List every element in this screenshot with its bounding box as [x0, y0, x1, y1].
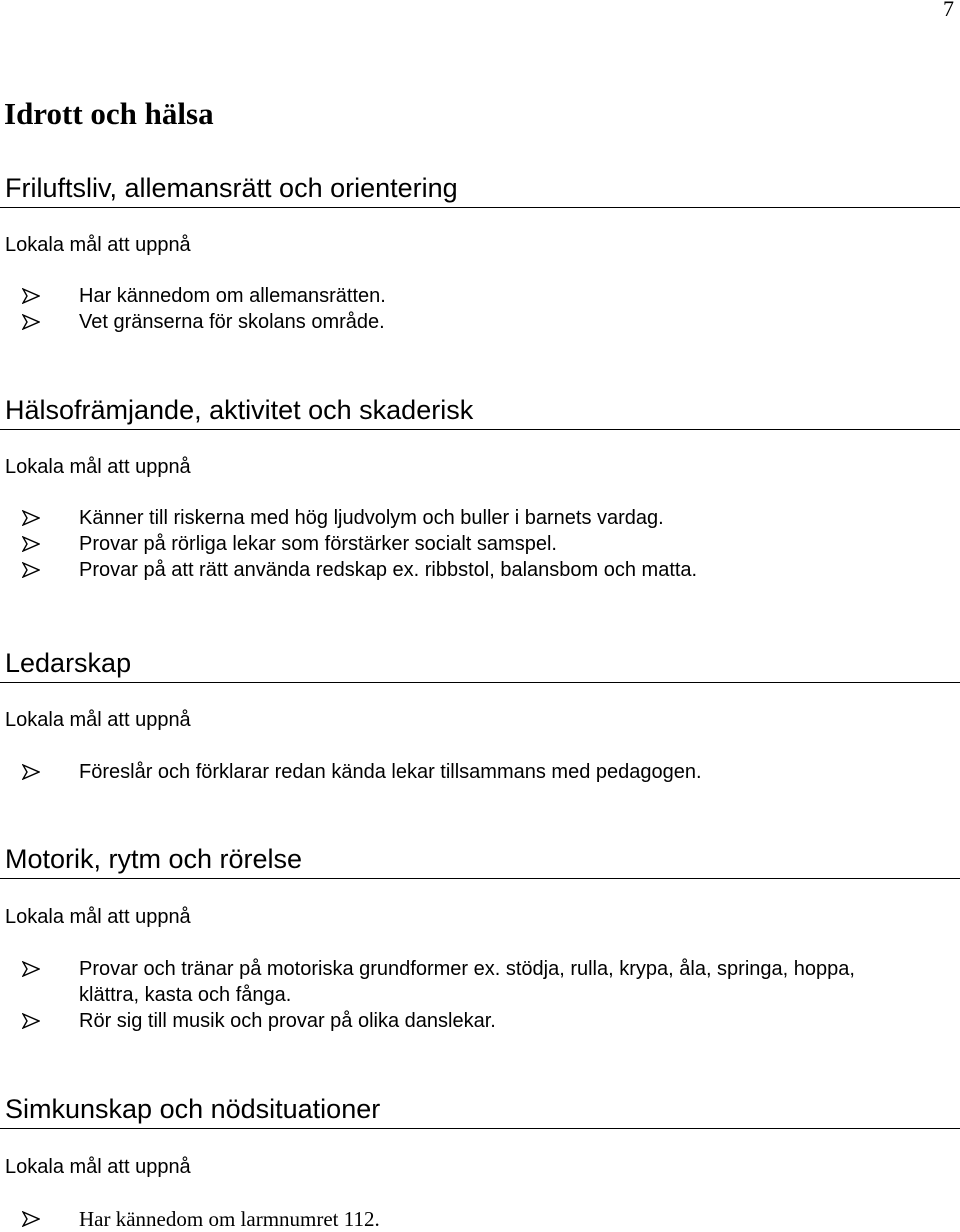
arrowhead-bullet-icon	[22, 288, 40, 304]
section-heading: Friluftsliv, allemansrätt och orientering	[0, 172, 960, 208]
goal-text: Har kännedom om allemansrätten.	[79, 285, 386, 307]
subheading-local-goals: Lokala mål att uppnå	[5, 906, 191, 928]
section-heading: Hälsofrämjande, aktivitet och skaderisk	[0, 394, 960, 430]
goal-text: Har kännedom om larmnumret 112.	[79, 1207, 380, 1231]
section-friluftsliv	[0, 172, 960, 335]
subheading-local-goals: Lokala mål att uppnå	[5, 456, 191, 478]
arrowhead-bullet-icon	[22, 1013, 40, 1029]
section-heading: Motorik, rytm och rörelse	[0, 843, 960, 879]
subheading-local-goals: Lokala mål att uppnå	[5, 1156, 191, 1178]
goal-list	[0, 1206, 960, 1232]
arrowhead-bullet-icon	[22, 1211, 40, 1227]
goal-item	[0, 283, 960, 309]
subheading-local-goals: Lokala mål att uppnå	[5, 709, 191, 731]
goal-item	[0, 1008, 960, 1034]
goal-item	[0, 759, 960, 785]
document-title: Idrott och hälsa	[4, 96, 214, 131]
goal-list	[0, 505, 960, 583]
section-heading: Ledarskap	[0, 647, 960, 683]
goal-item	[0, 1206, 960, 1232]
goal-text: Föreslår och förklarar redan kända lekar tillsammans med pedagogen.	[79, 761, 702, 783]
section-halsoframjande	[0, 394, 960, 583]
arrowhead-bullet-icon	[22, 510, 40, 526]
goal-list	[0, 759, 960, 785]
goal-text: Rör sig till musik och provar på olika danslekar.	[79, 1010, 496, 1032]
goal-item	[0, 505, 960, 531]
goal-text: Provar på att rätt använda redskap ex. ribbstol, balansbom och matta.	[79, 559, 698, 581]
section-motorik	[0, 843, 960, 1034]
arrowhead-bullet-icon	[22, 314, 40, 330]
goal-item	[0, 956, 960, 1008]
arrowhead-bullet-icon	[22, 562, 40, 578]
section-simkunskap	[0, 1093, 960, 1232]
goal-item	[0, 557, 960, 583]
subheading-local-goals: Lokala mål att uppnå	[5, 234, 191, 256]
goal-text: Känner till riskerna med hög ljudvolym och buller i barnets vardag.	[79, 507, 664, 529]
goal-text: Vet gränserna för skolans område.	[79, 311, 385, 333]
arrowhead-bullet-icon	[22, 536, 40, 552]
section-ledarskap	[0, 647, 960, 785]
goal-text: Provar och tränar på motoriska grundformer ex. stödja, rulla, krypa, åla, springa, hoppa, klättra, kasta och fånga.	[79, 958, 855, 1006]
section-heading: Simkunskap och nödsituationer	[0, 1093, 960, 1129]
arrowhead-bullet-icon	[22, 961, 40, 977]
goal-text: Provar på rörliga lekar som förstärker socialt samspel.	[79, 533, 557, 555]
goal-list	[0, 283, 960, 335]
goal-item	[0, 309, 960, 335]
goal-item	[0, 531, 960, 557]
page-number: 7	[943, 0, 954, 21]
goal-list	[0, 956, 960, 1034]
arrowhead-bullet-icon	[22, 764, 40, 780]
